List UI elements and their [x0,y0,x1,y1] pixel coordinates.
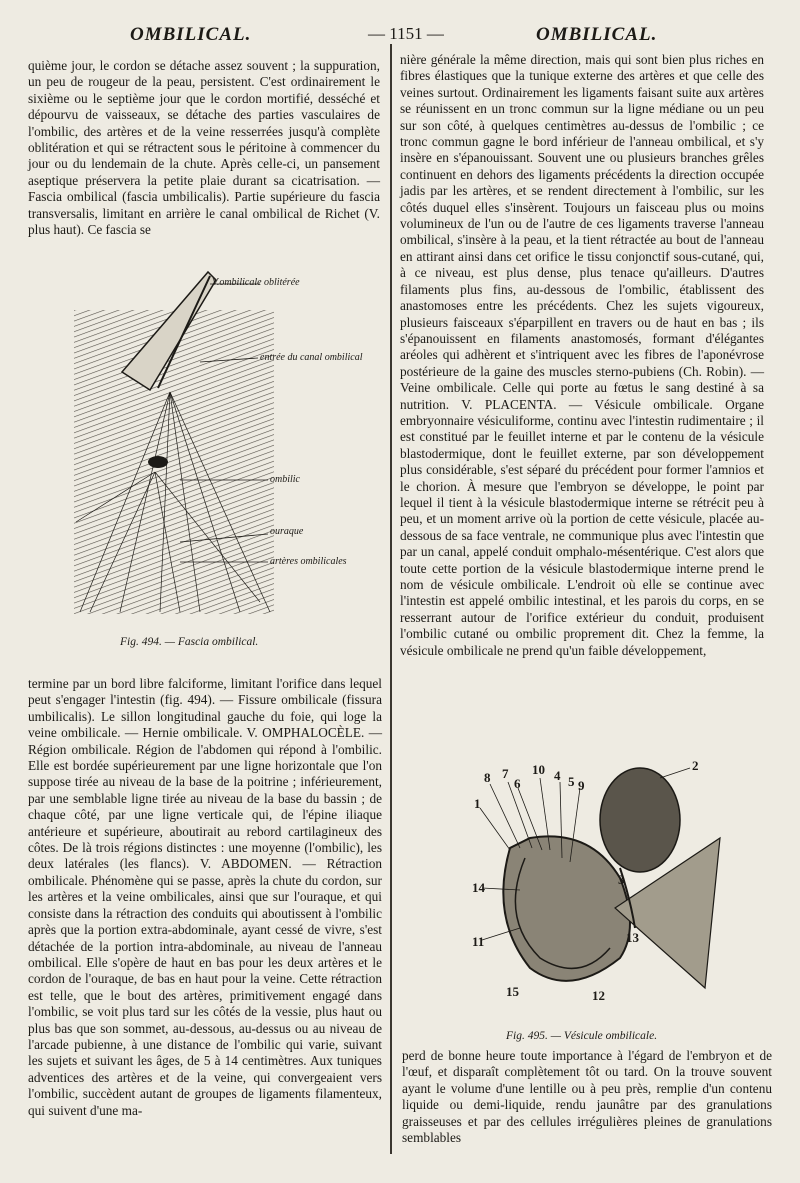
page-number: — 1151 — [368,24,444,43]
fig495-label-15: 15 [506,984,519,999]
fig495-label-9: 9 [578,778,585,793]
page-header [0,14,800,44]
label-canal: entrée du canal ombilical [260,352,363,363]
fig495-label-8: 8 [484,770,491,785]
fig495-label-3: 3 [618,872,625,887]
fig495-label-4: 4 [554,768,561,783]
running-head-right: OMBILICAL. [536,24,658,45]
fig495-label-1: 1 [474,796,481,811]
running-head-left: OMBILICAL. [130,24,252,45]
fig495-label-14: 14 [472,880,485,895]
paragraph: nière générale la même direction, mais qui sont bien plus riches en fibres élastiques que la tunique externe des artères et que celle des veines surtout. Ordinairement les ligaments faisant suite aux artères se réunissent en un tronc commun sur la ligne médiane ou un peu sur son côté, à quelques centimètres au-dessus de l'ombilic ; ce tronc commun gagne le bord inférieur de l'anneau ombilical, et s'y insère en s'épanouissant. Souvent une ou plusieurs branches grêles continuent en dehors des ligaments précédents la direction occupée jadis par les artères, et se rendent directement à l'ombilic, sur les côtés duquel elles s'insèrent. Toujours un faisceau plus ou moins volumineux de l'un ou de l'autre de ces ligaments traverse l'anneau ombilical, s'insère à la peau, et la tient rétractée au bout de l'anneau en attirant ainsi dans cet orifice le tissu conjonctif sous-cutané, qui, à ce niveau, est plus dense, plus tenace qu'ailleurs. D'autres filaments plus fins, au-dessous de l'ombilic, établissent des anastomoses entre les précédents. Chez les sujets vigoureux, plusieurs faisceaux s'éparpillent en travers ou de haut en bas ; ils s'épanouissent en filaments anastomosés, formant d'élégantes aréoles qui adhèrent et s'intriquent avec les fibres de l'aponévrose postérieure de la gaine des muscles sterno-pubiens (Ch. Robin). — Veine ombilicale. Celle qui porte au fœtus le sang destiné à sa nutrition. V. PLACENTA. — Vésicule ombilicale. Organe embryonnaire vésiculiforme, continu avec l'intestin rudimentaire ; il est constitué par le feuillet interne et par le contenu de la vésicule blastodermique, dont le feuillet externe, par son développement plus considérable, s'est séparé du précédent pour former l'amnios et le chorion. À mesure que l'embryon se développe, le point par lequel il tient à la vésicule blastodermique interne se rétrécit peu à peu, et un moment arrive où la portion de cette vésicule, placée au-dessous de sa face ventrale, ne communique plus avec l'intestin que par un canal, appelé conduit omphalo-mésentérique. C'est alors que toute cette portion de la vésicule blastodermique interne prend le nom de vésicule ombilicale. L'endroit où elle se continue avec l'intestin est appelé ombilic intestinal, et les parois du corps, en se resserrant autour de l'orifice extérieur du conduit, produisent l'ombilic cutané ou ombilic proprement dit. Chez la femme, la vésicule ombilicale ne prend qu'un faible développement, [400,52,764,658]
figure-495-caption: Fig. 495. — Vésicule ombilicale. [506,1030,658,1042]
fig495-label-6: 6 [514,776,521,791]
fig495-label-2: 2 [692,758,699,773]
fig495-label-12: 12 [592,988,605,1003]
left-column-top [28,58,380,238]
fig495-label-7: 7 [502,766,509,781]
paragraph: perd de bonne heure toute importance à l'égard de l'embryon et de l'œuf, et disparaît complètement tôt ou tard. On la trouve souvent ayant le volume d'une lentille ou à peu près, remplie d'un contenu liquide ou demi-liquide, rendu jaunâtre par des granulations graisseuses et par des cellules irrégulières pleines de granulations semblables [402,1048,772,1146]
label-ombilic: ombilic [270,474,300,485]
right-column-top [400,52,764,659]
embryo-body [503,836,630,981]
paragraph: quième jour, le cordon se détache assez souvent ; la suppuration, un peu de rougeur de la peau, persistent. C'est ordinairement le sixième ou le septième jour que le cordon mortifié, desséché et dépourvu de vaisseaux, se détache des parties vasculaires de l'ombilic, des artères et de la veine resserrées jusqu'à complète oblitération et qui se rétractent sous le péritoine à commencer du jour ou du lendemain de la chute. Après celle-ci, un pansement aseptique préservera la petite plaie durant sa cicatrisation. — Fascia ombilical (fascia umbilicalis). Partie supérieure du fascia transversalis, limitant en arrière le canal ombilical de Richet (V. plus haut). Ce fascia se [28,58,380,238]
figure-495 [470,758,730,1020]
label-arteres: artères ombilicales [270,556,347,567]
fig495-label-5: 5 [568,774,575,789]
column-rule [390,44,392,1154]
fig495-label-11: 11 [472,934,485,949]
paragraph: termine par un bord libre falciforme, limitant l'orifice dans lequel peut s'engager l'intestin (fig. 494). — Fissure ombilicale (fissura umbilicalis). Le sillon longitudinal gauche du foie, qui loge la veine ombilicale. — Hernie ombilicale. V. OMPHALOCÈLE. — Région ombilicale. Région de l'abdomen qui répond à l'ombilic. Elle est bordée supérieurement par une ligne horizontale que l'on suppose tirée au niveau de la base de la poitrine ; inférieurement, par une semblable ligne tirée au niveau de la base du bassin ; de chaque côté, par une ligne verticale qui, de l'épine iliaque antérieure et supérieure, aboutirait au rebord cartilagineux des côtes. De là trois régions distinctes : une moyenne (l'ombilic), les deux latérales (les flancs). V. ABDOMEN. — Rétraction ombilicale. Phénomène qui se passe, après la chute du cordon, sur les artères et la veine ombilicales, ainsi que sur l'ouraque, et qui consiste dans la rétraction des conduits qui aboutissent à l'ombilic après que la portion extra-abdominale, ayant cessé de vivre, s'est détachée de la portion intra-abdominale, au niveau de l'anneau ombilical. Elle s'opère de haut en bas pour les deux artères et le cordon de l'ouraque, de bas en haut pour la veine. Cette rétraction est telle, que le bout des artères, primitivement engagé dans l'ombilic, se voit plus tard sur les côtés de la vessie, plus haut ou plus bas que son sommet, au-dessous, au-dessus ou au niveau de l'arcade pubienne, à une distance de l'ombilic qui varie, suivant les sujets et suivant les âges, de 5 à 14 centimètres. Aux tuniques adventices des artères et de la veine, qui convergeaient vers l'ombilic, succèdent autant de groupes de ligaments filamenteux, qui suivent d'une ma- [28,676,382,1118]
label-vein: V.ombilicale oblitérée [212,277,300,288]
figure-494-caption: Fig. 494. — Fascia ombilical. [120,636,259,648]
umbilical-vesicle [600,768,680,872]
figure-494 [60,262,390,622]
fig495-label-13: 13 [626,930,639,945]
left-column-bottom [28,676,382,1119]
fig495-label-10: 10 [532,762,545,777]
label-ouraque: ouraque [270,526,304,537]
umbilic-mark [148,456,168,468]
right-column-bottom [402,1048,772,1146]
